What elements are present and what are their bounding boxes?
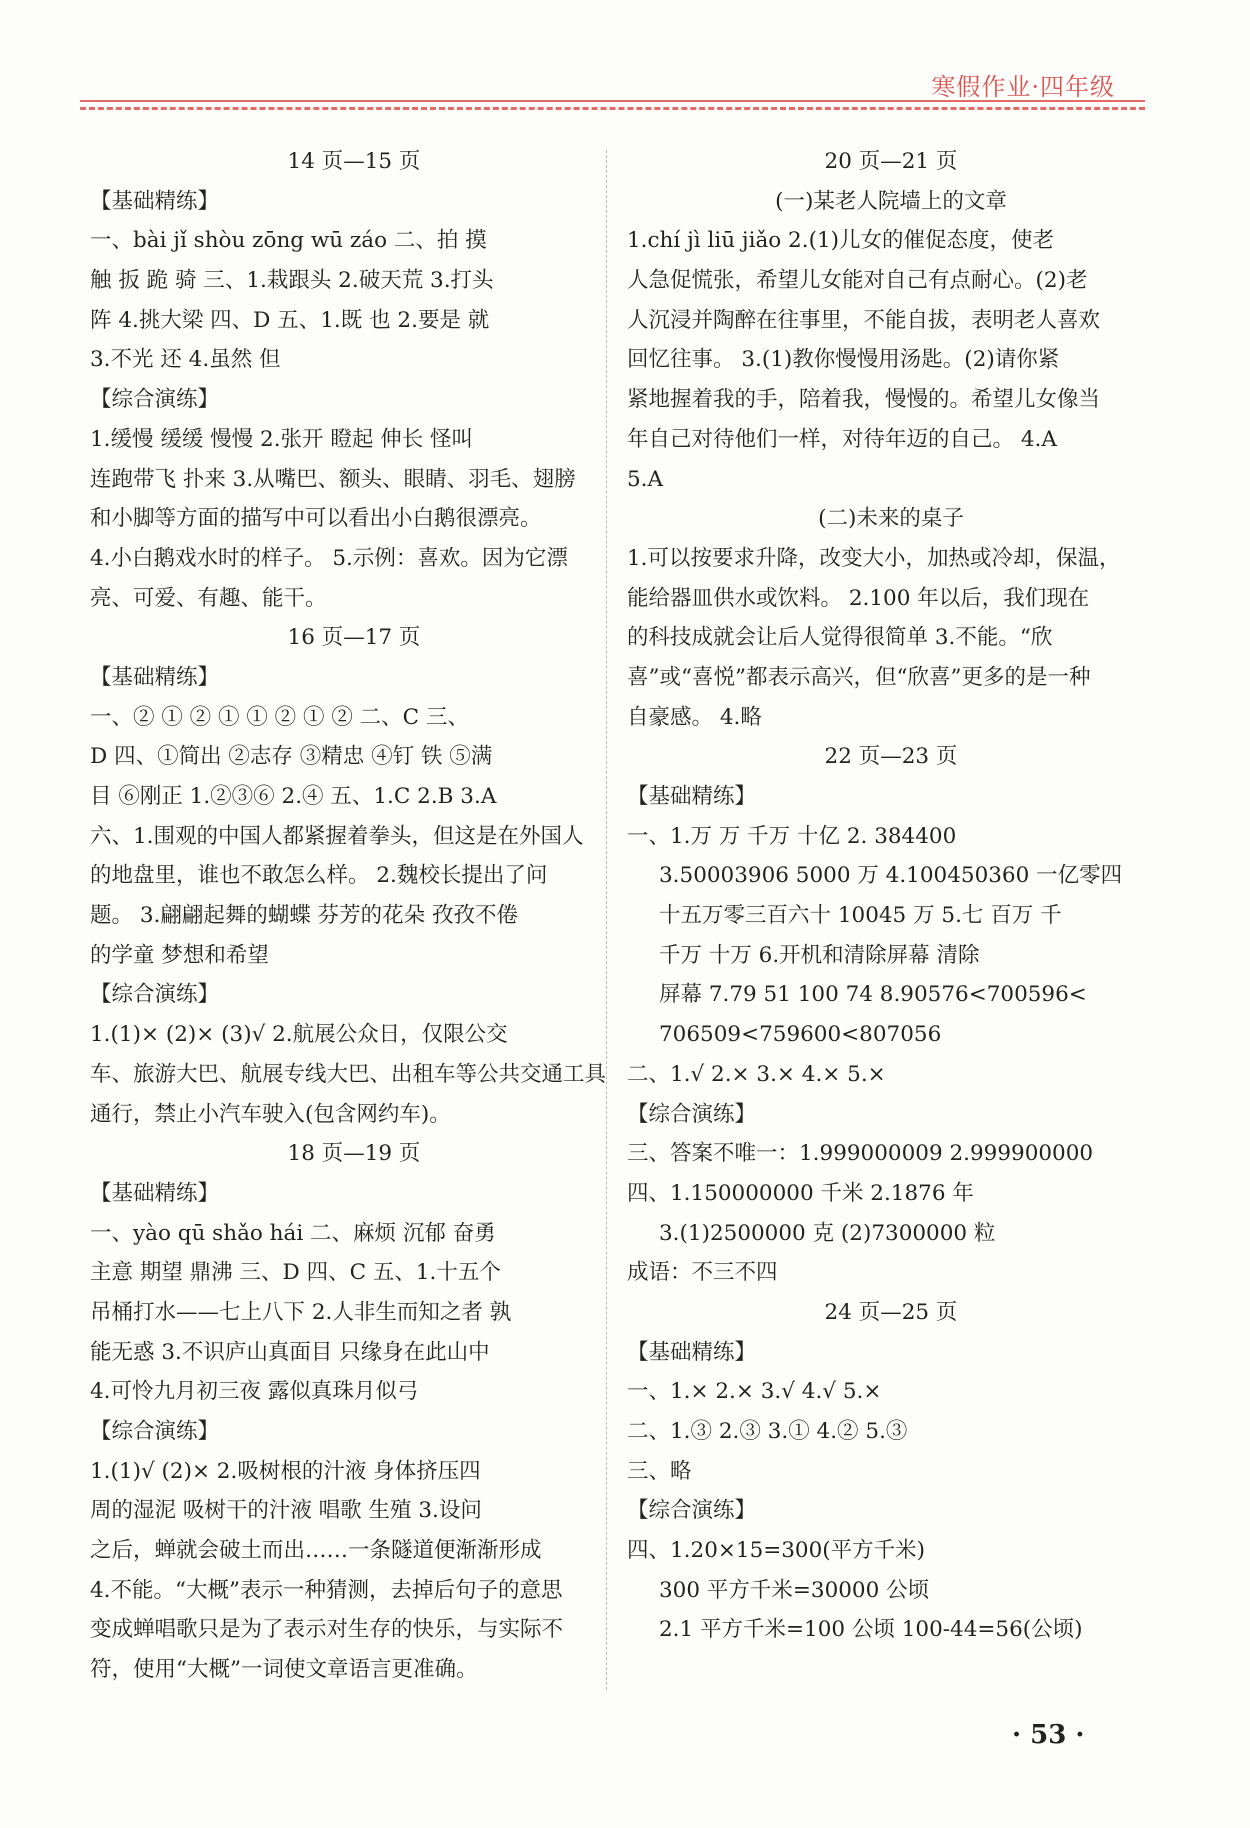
answer-line: 千万 十万 6.开机和清除屏幕 清除 [659, 942, 980, 968]
answer-line: 【综合演练】 [90, 982, 220, 1008]
answer-line: 的科技成就会让后人觉得很简单 3.不能。“欣 [627, 625, 1053, 651]
answer-line: 一、yào qū shǎo hái 二、麻烦 沉郁 奋勇 [90, 1220, 496, 1246]
answer-line: 二、1.③ 2.③ 3.① 4.② 5.③ [627, 1419, 908, 1444]
answer-line: 一、1.万 万 千万 十亿 2. 384400 [627, 823, 957, 849]
answer-line: 【基础精练】 [90, 188, 220, 214]
answer-line: 1.(1)× (2)× (3)√ 2.航展公众日，仅限公交 [90, 1022, 508, 1048]
answer-line: 符，使用“大概”一词使文章语言更准确。 [90, 1657, 478, 1683]
answer-line: 1.(1)√ (2)× 2.吸树根的汁液 身体挤压四 [90, 1458, 481, 1484]
answer-line: 成语：不三不四 [627, 1260, 778, 1286]
answer-line: 回忆往事。 3.(1)教你慢慢用汤匙。(2)请你紧 [627, 347, 1060, 373]
answer-line: 【基础精练】 [627, 1339, 757, 1365]
answer-line: 【综合演练】 [627, 1498, 757, 1524]
answer-line: 4.可怜九月初三夜 露似真珠月似弓 [90, 1379, 419, 1405]
answer-line: 之后，蝉就会破土而出……一条隧道便渐渐形成 [90, 1538, 542, 1564]
answer-line: 能无惑 3.不识庐山真面目 只缘身在此山中 [90, 1339, 490, 1365]
answer-line: 题。 3.翩翩起舞的蝴蝶 芬芳的花朵 孜孜不倦 [90, 903, 519, 929]
answer-line: 紧地握着我的手，陪着我，慢慢的。希望儿女像当 [627, 387, 1101, 413]
answer-line: 1.可以按要求升降，改变大小，加热或冷却，保温， [627, 545, 1121, 571]
answer-line: 四、1.150000000 千米 2.1876 年 [627, 1180, 974, 1206]
answer-line: 【综合演练】 [627, 1101, 757, 1127]
answer-line: 【综合演练】 [90, 387, 220, 413]
answer-line: 【基础精练】 [90, 1180, 220, 1206]
section-heading: 16 页—17 页 [287, 625, 421, 651]
answer-line: 3.不光 还 4.虽然 但 [90, 347, 281, 373]
answer-line: 1.chí jì liū jiǎo 2.(1)儿女的催促态度，使老 [627, 228, 1055, 254]
answer-line: 3.(1)2500000 克 (2)7300000 粒 [659, 1220, 996, 1246]
answer-line: 吊桶打水——七上八下 2.人非生而知之者 孰 [90, 1299, 512, 1325]
answer-line: 3.50003906 5000 万 4.100450360 一亿零四 [659, 863, 1123, 889]
answer-line: 人急促慌张，希望儿女能对自己有点耐心。(2)老 [627, 268, 1088, 294]
answer-line: 六、1.围观的中国人都紧握着拳头，但这是在外国人 [90, 823, 584, 849]
left-answer-column [90, 142, 618, 1690]
answer-line: 2.1 平方千米=100 公顷 100-44=56(公顷) [659, 1617, 1083, 1643]
answer-line: 5.A [627, 466, 664, 492]
answer-line: 和小脚等方面的描写中可以看出小白鹅很漂亮。 [90, 506, 542, 532]
answer-line: 自豪感。 4.略 [627, 704, 762, 730]
header-rule-solid [80, 100, 1145, 102]
header-title: 寒假作业·四年级 [931, 73, 1115, 101]
answer-line: 【基础精练】 [627, 784, 757, 809]
answer-line: 300 平方千米=30000 公顷 [659, 1577, 930, 1603]
answer-line: 的地盘里，谁也不敢怎么样。 2.魏校长提出了问 [90, 863, 548, 889]
answer-line: 喜”或“喜悦”都表示高兴，但“欣喜”更多的是一种 [627, 664, 1091, 690]
answer-line: 屏幕 7.79 51 100 74 8.90576<700596< [659, 982, 1087, 1008]
answer-line: 三、答案不唯一：1.999000009 2.999900000 [627, 1141, 1094, 1167]
answer-line: 通行，禁止小汽车驶入(包含网约车)。 [90, 1101, 451, 1127]
answer-line: 周的湿泥 吸树干的汁液 唱歌 生殖 3.设问 [90, 1498, 482, 1524]
answer-line: 亮、可爱、有趣、能干。 [90, 585, 327, 611]
page-number: · 53 · [1012, 1720, 1085, 1750]
column-divider [606, 150, 607, 1690]
answer-line: 一、bài jǐ shòu zōng wū záo 二、拍 摸 [90, 228, 487, 254]
answer-line: 【综合演练】 [90, 1419, 220, 1444]
answer-line: 【基础精练】 [90, 664, 220, 690]
answer-line: D 四、①简出 ②志存 ③精忠 ④钉 铁 ⑤满 [90, 744, 493, 770]
answer-line: 706509<759600<807056 [659, 1022, 942, 1048]
answer-line: 三、略 [627, 1458, 692, 1484]
answer-line: 触 扳 跪 骑 三、1.栽跟头 2.破天荒 3.打头 [90, 268, 494, 294]
answer-line: 人沉浸并陶醉在往事里，不能自拔，表明老人喜欢 [627, 307, 1101, 333]
answer-line: 4.小白鹅戏水时的样子。 5.示例：喜欢。因为它漂 [90, 545, 568, 571]
section-heading: 20 页—21 页 [824, 149, 958, 174]
section-heading: 24 页—25 页 [824, 1299, 958, 1325]
answer-line: 一、② ① ② ① ① ② ① ② 二、C 三、 [90, 704, 469, 730]
answer-line: 二、1.√ 2.× 3.× 4.× 5.× [627, 1061, 886, 1087]
answer-line: 目 ⑥刚正 1.②③⑥ 2.④ 五、1.C 2.B 3.A [90, 784, 497, 809]
header-rule-dashed [80, 107, 1145, 110]
answer-line: 能给器皿供水或饮料。 2.100 年以后，我们现在 [627, 585, 1090, 611]
answer-line: 的学童 梦想和希望 [90, 942, 269, 968]
answer-line: 十五万零三百六十 10045 万 5.七 百万 千 [659, 903, 1062, 929]
section-heading: (二)未来的桌子 [818, 506, 964, 532]
section-heading: 14 页—15 页 [287, 149, 421, 174]
section-heading: 18 页—19 页 [287, 1141, 421, 1167]
answer-line: 四、1.20×15=300(平方千米) [627, 1538, 926, 1564]
answer-line: 4.不能。“大概”表示一种猜测，去掉后句子的意思 [90, 1577, 563, 1603]
page-header [80, 62, 1145, 114]
section-heading: 22 页—23 页 [824, 744, 958, 770]
answer-line: 车、旅游大巴、航展专线大巴、出租车等公共交通工具 [90, 1061, 607, 1087]
right-answer-column [627, 142, 1155, 1650]
answer-line: 主意 期望 鼎沸 三、D 四、C 五、1.十五个 [90, 1260, 501, 1286]
answer-line: 1.缓慢 缓缓 慢慢 2.张开 瞪起 伸长 怪叫 [90, 426, 474, 452]
section-heading: (一)某老人院墙上的文章 [775, 188, 1007, 214]
answer-line: 一、1.× 2.× 3.√ 4.√ 5.× [627, 1379, 882, 1405]
answer-line: 年自己对待他们一样，对待年迈的自己。 4.A [627, 426, 1057, 452]
answer-line: 变成蝉唱歌只是为了表示对生存的快乐，与实际不 [90, 1617, 564, 1643]
answer-line: 阵 4.挑大梁 四、D 五、1.既 也 2.要是 就 [90, 307, 490, 333]
answer-line: 连跑带飞 扑来 3.从嘴巴、额头、眼睛、羽毛、翅膀 [90, 466, 576, 492]
